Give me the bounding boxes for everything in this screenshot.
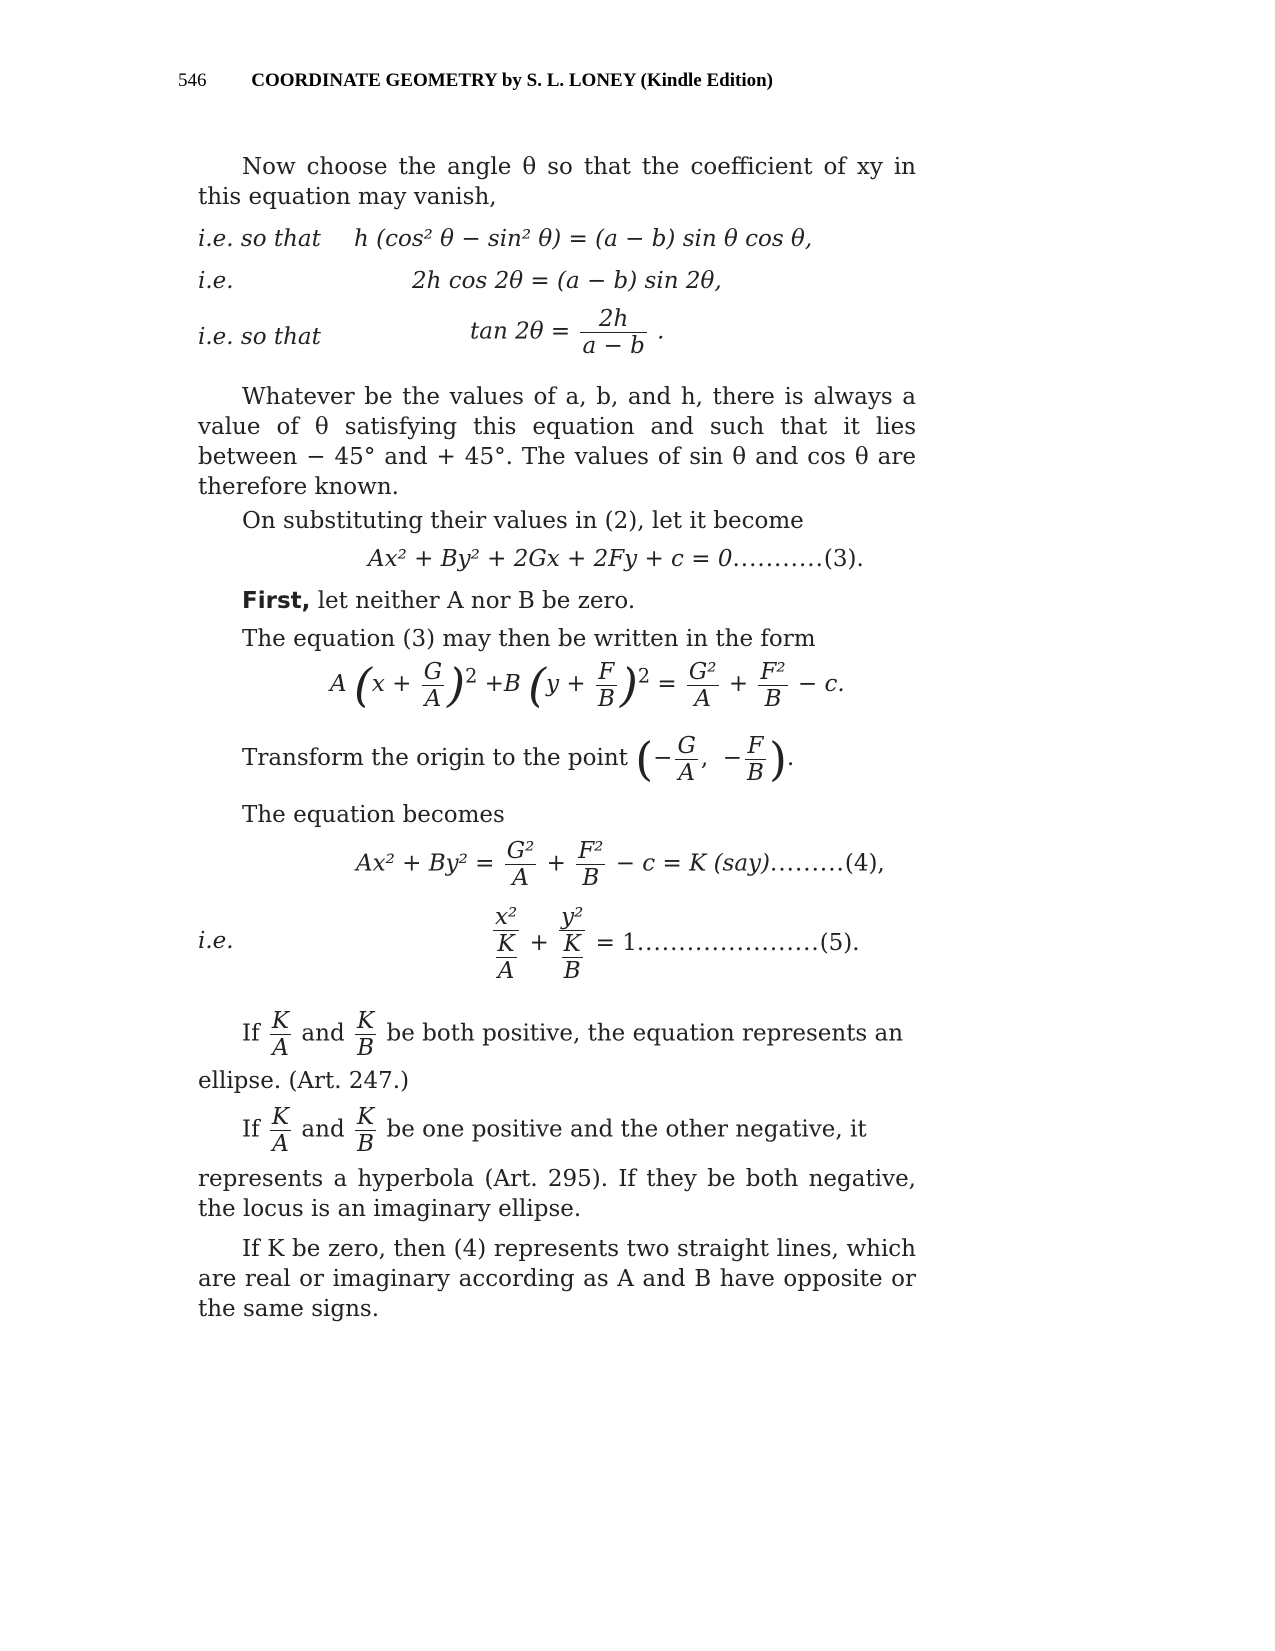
paragraph-7-line-2: ellipse. (Art. 247.): [198, 1068, 410, 1094]
paragraph-9: If K be zero, then (4) represents two straight lines, which are real or imaginary according as A and B have opposite or the same signs.: [198, 1236, 916, 1322]
page-header: [178, 70, 773, 92]
equation-3: Ax² + By² + 2Gx + 2Fy + c = 0...........(3).: [368, 546, 864, 572]
ie-label-1: i.e. so that: [198, 226, 321, 252]
equation-coefficient: h (cos² θ − sin² θ) = (a − b) sin θ cos θ,: [354, 226, 813, 252]
equation-tan: tan 2θ = $\frac{2h}{a - b}$ .: [470, 306, 665, 359]
paragraph-4: The equation (3) may then be written in the form: [242, 626, 816, 652]
book-title: COORDINATE GEOMETRY by S. L. LONEY (Kindle Edition): [251, 70, 773, 91]
page-number: 546: [178, 70, 207, 91]
ie-label-4: i.e.: [198, 928, 234, 954]
paragraph-8-continued: represents a hyperbola (Art. 295). If they be both negative, the locus is an imaginary ellipse.: [198, 1166, 916, 1222]
case-first: First, let neither A nor B be zero.: [242, 588, 636, 614]
paragraph-3: On substituting their values in (2), let it become: [242, 508, 804, 534]
paragraph-8: If $\frac{K}{A}$ and $\frac{K}{B}$ be one positive and the other negative, it: [242, 1104, 867, 1157]
ie-label-2: i.e.: [198, 268, 234, 294]
paragraph-1: Now choose the angle θ so that the coefficient of xy in this equation may vanish,: [198, 154, 916, 210]
equation-5: $\frac{\text{x²}}{\frac{K}{A}}$ + $\frac{\text{y²}}{\frac{K}{B}}$ = 1......................(5).: [495, 904, 860, 984]
paragraph-2: Whatever be the values of a, b, and h, there is always a value of θ satisfying this equation and such that it lies between − 45° and + 45°. The values of sin θ and cos θ are therefore known.: [198, 384, 916, 500]
equation-completed-square: A (x + $\frac{G}{A}$ )$^2$ +B (y + $\frac{F}{B}$ )$^2$ = $\frac{\text{G²}}{A}$ + $\frac{\text{F²}}{B}$ − c.: [330, 658, 845, 712]
equation-double-angle: 2h cos 2θ = (a − b) sin 2θ,: [412, 268, 722, 294]
paragraph-6: The equation becomes: [242, 802, 505, 828]
ie-label-3: i.e. so that: [198, 324, 321, 350]
paragraph-7: If $\frac{K}{A}$ and $\frac{K}{B}$ be both positive, the equation represents an: [242, 1008, 904, 1061]
equation-4: Ax² + By² = $\frac{\text{G²}}{A}$ + $\frac{\text{F²}}{B}$ − c = K (say).........(4),: [356, 838, 885, 891]
paragraph-5: Transform the origin to the point (− $\frac{G}{A}$ , − $\frac{F}{B}$ ).: [242, 732, 795, 786]
